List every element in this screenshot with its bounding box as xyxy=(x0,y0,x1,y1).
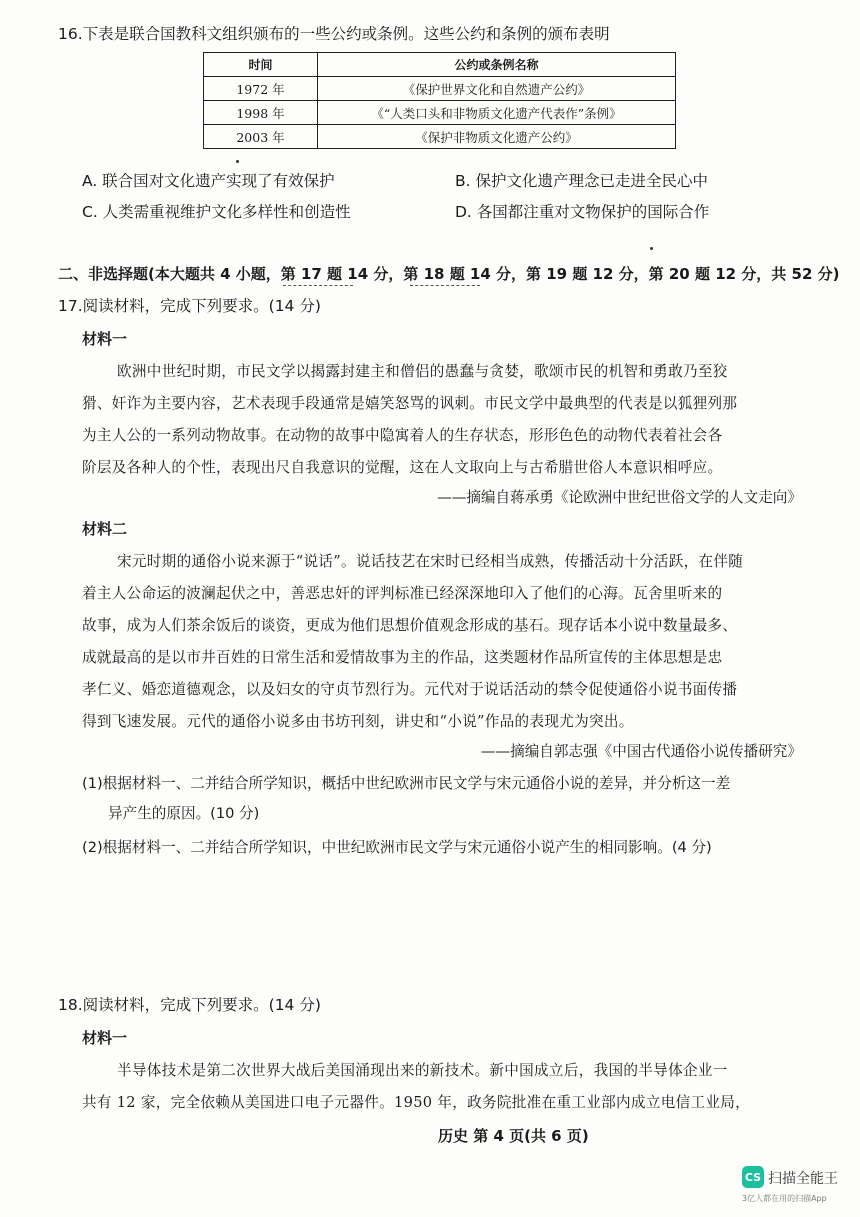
q18-m1-line: 共有 12 家，完全依赖从美国进口电子元器件。1950 年，政务院批准在重工业部内成立电信工业局， xyxy=(82,1094,751,1111)
table-cell-year: 2003 年 xyxy=(204,125,318,149)
table-cell-title: 《保护非物质文化遗产公约》 xyxy=(318,125,676,149)
dashed-underline xyxy=(283,285,353,286)
watermark-tagline: 3亿人都在用的扫描App xyxy=(742,1194,827,1203)
q17-requirement-2: (2)根据材料一、二并结合所学知识，中世纪欧洲市民文学与宋元通俗小说产生的相同影响。(4 分) xyxy=(82,839,712,856)
q17-m2-line: 宋元时期的通俗小说来源于“说话”。说话技艺在宋时已经相当成熟，传播活动十分活跃，在伴随 xyxy=(117,553,744,570)
table-row xyxy=(204,125,676,149)
q17-m1-source: ——摘编自蒋承勇《论欧洲中世纪世俗文学的人文走向》 xyxy=(437,489,802,506)
q17-m2-line: 得到飞速发展。元代的通俗小说多由书坊刊刻，讲史和“小说”作品的表现尤为突出。 xyxy=(82,713,634,730)
table-header-time: 时间 xyxy=(204,53,318,77)
table-cell-title: 《“人类口头和非物质文化遗产代表作”条例》 xyxy=(318,101,676,125)
q17-requirement-1: (1)根据材料一、二并结合所学知识，概括中世纪欧洲市民文学与宋元通俗小说的差异，并分析这一差 xyxy=(82,775,731,792)
q17-m2-line: 孝仁义、婚恋道德观念，以及妇女的守贞节烈行为。元代对于说话活动的禁令促使通俗小说书面传播 xyxy=(82,681,738,698)
scan-speck xyxy=(236,160,239,163)
q17-material2-head: 材料二 xyxy=(82,520,128,538)
dashed-underline xyxy=(410,285,480,286)
q17-requirement-1-cont: 异产生的原因。(10 分) xyxy=(108,805,260,822)
table-cell-title: 《保护世界文化和自然遗产公约》 xyxy=(318,77,676,101)
q18-material1-head: 材料一 xyxy=(82,1029,128,1047)
table-header-row xyxy=(204,53,676,77)
table-row xyxy=(204,77,676,101)
q16-stem: 16.下表是联合国教科文组织颁布的一些公约或条例。这些公约和条例的颁布表明 xyxy=(58,25,610,43)
watermark-name: 扫描全能王 xyxy=(768,1171,838,1187)
q17-m2-line: 着主人公命运的波澜起伏之中，善恶忠奸的评判标准已经深深地印入了他们的心海。瓦舍里听来的 xyxy=(82,585,723,602)
q18-m1-line: 半导体技术是第二次世界大战后美国涌现出来的新技术。新中国成立后，我国的半导体企业一 xyxy=(117,1062,728,1079)
camscanner-logo-icon: CS xyxy=(742,1166,764,1188)
table-row xyxy=(204,101,676,125)
q17-stem: 17.阅读材料，完成下列要求。(14 分) xyxy=(58,297,321,315)
table-cell-year: 1972 年 xyxy=(204,77,318,101)
option-d: D. 各国都注重对文物保护的国际合作 xyxy=(455,203,710,221)
option-c: C. 人类需重视维护文化多样性和创造性 xyxy=(82,203,351,221)
scan-speck xyxy=(650,247,653,250)
q17-m1-line: 为主人公的一系列动物故事。在动物的故事中隐寓着人的生存状态，形形色色的动物代表着社会各 xyxy=(82,427,723,444)
q17-m2-line: 故事，成为人们茶余饭后的谈资，更成为他们思想价值观念形成的基石。现存话本小说中数量最多、 xyxy=(82,617,738,634)
section-title: 二、非选择题(本大题共 4 小题，第 17 题 14 分，第 18 题 14 分，第 19 题 12 分，第 20 题 12 分，共 52 分) xyxy=(58,265,840,283)
q17-m1-line: 阶层及各种人的个性，表现出尺自我意识的觉醒，这在人文取向上与古希腊世俗人本意识相呼应。 xyxy=(82,459,723,476)
q17-material1-head: 材料一 xyxy=(82,330,128,348)
table-header-name: 公约或条例名称 xyxy=(318,53,676,77)
option-b: B. 保护文化遗产理念已走进全民心中 xyxy=(455,172,708,190)
q17-m2-source: ——摘编自郭志强《中国古代通俗小说传播研究》 xyxy=(480,743,802,760)
q17-m1-line: 猾、奸诈为主要内容，艺术表现手段通常是嬉笑怒骂的讽刺。市民文学中最典型的代表是以狐狸列那 xyxy=(82,395,738,412)
q17-m2-line: 成就最高的是以市井百姓的日常生活和爱情故事为主的作品，这类题材作品所宣传的主体思想是忠 xyxy=(82,649,723,666)
q17-m1-line: 欧洲中世纪时期，市民文学以揭露封建主和僧侣的愚蠢与贪婪，歌颂市民的机智和勇敢乃至狡 xyxy=(117,363,728,380)
option-a: A. 联合国对文化遗产实现了有效保护 xyxy=(82,172,335,190)
conventions-table xyxy=(203,52,676,149)
q18-stem: 18.阅读材料，完成下列要求。(14 分) xyxy=(58,996,321,1014)
table-cell-year: 1998 年 xyxy=(204,101,318,125)
page-number: 历史 第 4 页(共 6 页) xyxy=(438,1127,589,1145)
